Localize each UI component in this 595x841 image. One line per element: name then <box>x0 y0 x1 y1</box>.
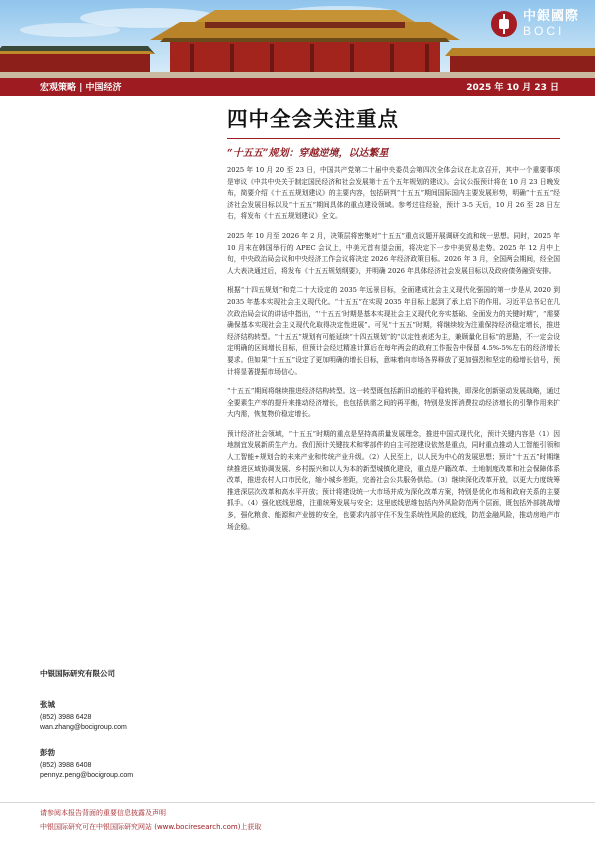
title-divider <box>227 138 560 139</box>
footer <box>40 806 261 834</box>
analyst-email[interactable]: pennyz.peng@bocigroup.com <box>40 772 134 779</box>
category-bar <box>0 78 595 96</box>
main-content <box>227 98 560 541</box>
analyst-contact <box>40 699 210 733</box>
header-banner <box>0 0 595 78</box>
analyst-sidebar <box>40 668 210 795</box>
footer-divider <box>0 802 595 803</box>
boci-logo <box>491 10 579 37</box>
report-category: 宏观策略 | 中国经济 <box>40 83 122 93</box>
body-paragraph: 预计经济社会领域，“十五五”时期的重点是坚持高质量发展理念，推进中国式现代化，预计关键内容是（1）因地制宜发展新质生产力。我们预计关键技术和零部件的自主可控建设依然是重点，同时重点推动人工智能引领和人工智能+规划合的未来产业和传统产业升级。（2）人民至上，以人民为中心的发展思想；预计“十五五”时期继续推进区域协调发展、乡村振兴和以人为本的新型城镇化建设，重点是户籍改革、土地制度改革和社会保障体系改革，推进农村人口市民化，缩小城乡差距，完善社会公共服务供给。（3）继续深化改革开放，以更大力度统筹推进深层次改革和高水平开放；预计将建设统一大市场并成为深化改革方案，特别是优化市场和政府关系的主要抓手。（4）强化底线思维，注重统筹发展与安全；这里底线思维包括内外风险防范两个层面，既包括外部挑战增多，强化粮食、能源和产业链的安全，也要求内部守住不发生系统性风险的底线，防范金融风险，推动房地产市场企稳。 <box>227 429 560 531</box>
analyst-contact <box>40 747 210 781</box>
analyst-phone: (852) 3988 6428 <box>40 714 92 721</box>
analyst-name: 张城 <box>40 700 55 709</box>
website-note[interactable]: 中银国际研究可在中银国际研究网站 (www.bociresearch.com)上获取 <box>40 823 262 831</box>
report-title: 四中全会关注重点 <box>227 107 399 131</box>
body-paragraph: 2025 年 10 月至 2026 年 2 月，决策层将密集对“十五五”重点议题开展调研交流和统一思想。同时，2025 年 10 月末在韩国举行的 APEC 会议上，中美元首有望会面，将决定下一步中美贸易走势。2025 年 12 月中上旬，中央政治局会议和中央经济工作会议将决定 2026 年经济政策目标。2026 年 3 月，全国两会期间，经全国人大表决通过后，将发布《十五五规划纲要》，并明确 2026 年具体经济社会发展目标以及政府债务融资安排。 <box>227 231 560 275</box>
body-paragraph: 根据“十四五规划”和党二十大设定的 2035 年远景目标，全面建成社会主义现代化强国的第一步是从 2020 到 2035 年基本实现社会主义现代化。“十五五”在实现 2035 年目标上起到了承上启下的作用。习近平总书记在几次政治局会议的讲话中指出，“‘十五五’时期是基本实现社会主义现代化夯实基础、全面发力的关键时期”，“需要确保基本实现社会主义现代化取得决定性进展”。可见“十五五”时期，将继续较为注重保持经济稳定增长，推进经济结构转型。“十五五”规划有可能延续“十四五规划”的“以定性表述为主，兼顾量化目标”的思路，不一定会设定明确的区间增长目标，但预计会经过精准计算后在每年两会的政府工作报告中保留 4.5%-5%左右的经济增长要求。但如果“十五五”设定了更加明确的增长目标，意味着向市场各界释放了更加强烈和坚定的稳增长信号，预计将显著提振市场信心。 <box>227 286 560 376</box>
research-org: 中银国际研究有限公司 <box>40 669 115 678</box>
analyst-email[interactable]: wan.zhang@bocigroup.com <box>40 724 127 731</box>
report-subtitle: “十五五”规划：穿越逆境，以达繁星 <box>227 148 389 159</box>
report-date: 2025 年 10 月 23 日 <box>466 83 559 93</box>
body-paragraph: “十五五”期间将继续推进经济结构转型。这一转型既包括新旧动能的平稳转换，即深化创新驱动发展战略，通过全要素生产率的提升来推动经济增长，也包括供需之间的再平衡，特别是发挥消费拉动经济增长的引擎作用来扩大内需，恢复物价稳定增长。 <box>227 387 560 419</box>
boc-logo-icon <box>491 11 517 37</box>
analyst-phone: (852) 3988 6408 <box>40 762 92 769</box>
body-paragraph: 2025 年 10 月 20 至 23 日，中国共产党第二十届中央委员会第四次全体会议在北京召开，其中一个重要事项是审议《中共中央关于制定国民经济和社会发展第十五个五年规划的建议》。会议公报预计将在 10 月 23 日晚发布，简要介绍《十五五规划建议》的主要内容，包括研判“十五五”期间国际国内主要发展形势，明确“十五五”经济社会发展目标以及“十五五”期间具体的重点建设领域。参考过往经验，预计 3-5 天后，10 月 26 至 28 日左右，将发布《十五五规划建议》全文。 <box>227 166 561 221</box>
logo-chinese-text: 中銀國際 <box>522 9 579 24</box>
logo-english-text: BOCI <box>522 24 565 38</box>
analyst-name: 彭勃 <box>40 748 55 757</box>
disclosure-note[interactable]: 请参阅本报告背面的重要信息披露及声明 <box>40 809 166 817</box>
